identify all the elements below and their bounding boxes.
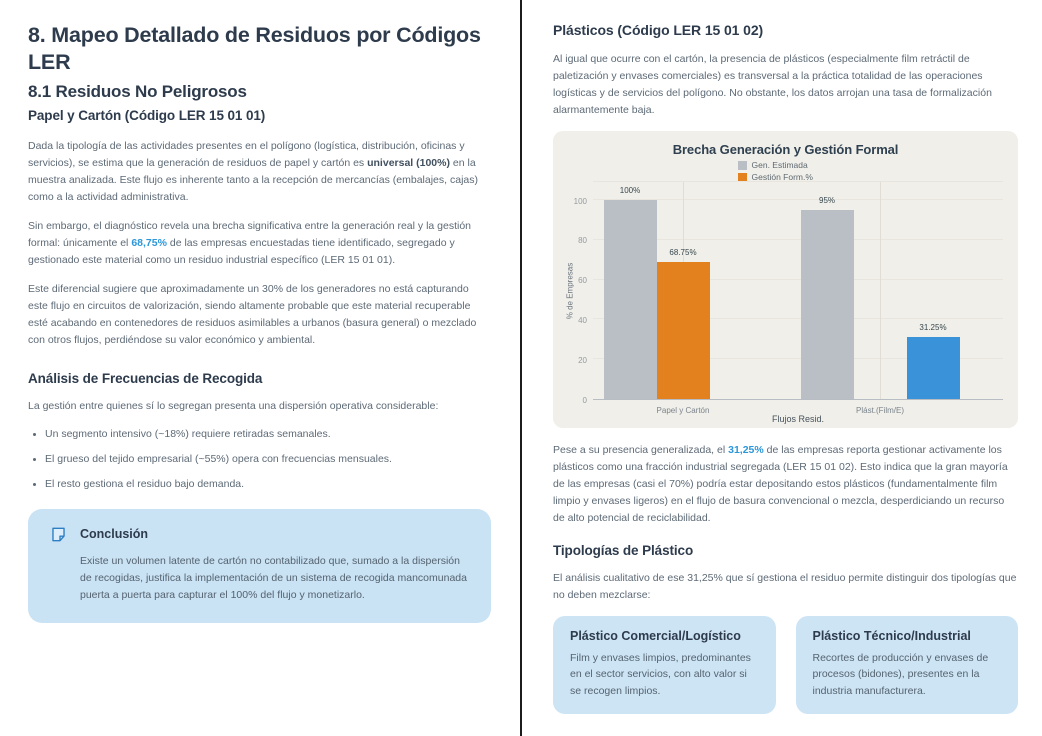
- bar-value-label: 95%: [818, 195, 836, 205]
- card-text: Recortes de producción y envases de procesos (bidones), presentes en la industria manufacturera.: [812, 652, 989, 697]
- chart-bar: [657, 262, 710, 399]
- list-item: • El grueso del tejido empresarial (~55%) opera con frecuencias mensuales.: [45, 452, 491, 468]
- paragraph-papel-1: [28, 138, 491, 206]
- y-tick-label: 80: [578, 236, 587, 246]
- chart-y-axis-title: % de Empresas: [565, 262, 575, 320]
- note-icon: [50, 526, 67, 543]
- list-item: • Un segmento intensivo (~18%) requiere retiradas semanales.: [45, 427, 491, 443]
- y-tick-label: 40: [578, 315, 587, 325]
- chart-plot: [593, 181, 1003, 415]
- chart-title: Brecha Generación y Gestión Formal: [672, 142, 899, 157]
- card-text: Film y envases limpios, predominantes en el sector servicios, con alto valor si se recogen limpios.: [570, 652, 751, 697]
- conclusion-header: [50, 526, 469, 543]
- legend-label: Gen. Estimada: [751, 160, 808, 170]
- column-divider: [520, 0, 522, 736]
- chart-bar: [801, 210, 854, 399]
- y-tick-label: 20: [578, 355, 587, 365]
- conclusion-title: Conclusión: [80, 527, 149, 542]
- subsection-heading-frecuencias: Análisis de Frecuencias de Recogida: [28, 371, 263, 387]
- conclusion-text: Existe un volumen latente de cartón no contabilizado que, sumado a la dispersión de recogidas, justifica la implementación de un sistema de recogida mancomunada puerta a puerta para capturar el 100% del flujo y monetizarlo.: [80, 554, 467, 601]
- paragraph-plasticos-1: Al igual que ocurre con el cartón, la presencia de plásticos (especialmente film retráctil de paletización y envases comerciales) es transversal a la práctica totalidad de las operaciones logísticas y de servicios del polígono. No obstante, los datos arrojan una tasa de formalización alarmantemente baja.: [553, 53, 992, 116]
- y-tick-label: 100: [573, 196, 587, 206]
- frequency-list: [28, 427, 491, 492]
- chart-brecha: [553, 131, 1018, 428]
- paragraph-tipologias-intro: El análisis cualitativo de ese 31,25% que sí gestiona el residuo permite distinguir dos tipologías que no deben mezclarse:: [553, 572, 1017, 601]
- list-item: • El resto gestiona el residuo bajo demanda.: [45, 477, 491, 493]
- bold-universal: universal (100%): [367, 157, 450, 170]
- paragraph-text: Pese a su presencia generalizada, el: [553, 444, 729, 456]
- stat-31-25: 31,25%: [728, 444, 764, 456]
- card-title: Plástico Técnico/Industrial: [812, 629, 971, 643]
- paragraph-text: Sin embargo, el diagnóstico revela una brecha significativa entre la generación real y la gestión formal: únicamente el: [28, 220, 472, 250]
- stat-68-75: 68,75%: [131, 237, 167, 250]
- chart-legend: [553, 160, 1018, 182]
- chart-bar: [907, 337, 960, 399]
- paragraph-frecuencias-intro: La gestión entre quienes sí lo segregan presenta una dispersión operativa considerable:: [28, 400, 439, 413]
- paragraph-text: en la muestra analizada. Este flujo es inherente tanto a la recepción de mercancías (embalajes, cajas) como a la actividad administrativa.: [28, 157, 478, 204]
- paragraph-papel-2: [28, 218, 491, 269]
- bar-value-label: 31.25%: [919, 322, 947, 332]
- subsection-heading-plasticos: Plásticos (Código LER 15 01 02): [553, 22, 764, 38]
- card-plastico-comercial: [553, 616, 776, 714]
- plastic-type-cards: [553, 616, 1018, 714]
- card-plastico-tecnico: [796, 616, 1019, 714]
- subsection-heading-papel-carton: Papel y Cartón (Código LER 15 01 01): [28, 108, 266, 124]
- chart-bar: [604, 200, 657, 399]
- paragraph-plasticos-2: [553, 442, 1018, 527]
- y-tick-label: 60: [578, 276, 587, 286]
- subsection-heading-tipologias: Tipologías de Plástico: [553, 543, 694, 558]
- bar-value-label: 100%: [619, 186, 641, 195]
- paragraph-text: de las empresas reporta gestionar activamente los plásticos como una fracción industrial segregada (LER 15 01 02). Esto indica que la gran mayoría de las empresas (casi el 70%) podría estar depositando estos plásticos (fundamentalmente film limpio y envases ligeros) en el flujo de basura convencional o mezcla, desperdiciando un recurso de alto potencial de reciclabilidad.: [553, 444, 1008, 524]
- right-column: [553, 22, 1018, 714]
- x-tick-label: Plást.(Film/E): [856, 406, 904, 415]
- conclusion-box: [28, 509, 491, 623]
- paragraph-papel-3: Este diferencial sugiere que aproximadamente un 30% de los generadores no está capturando este flujo en circuitos de valorización, siendo altamente probable que este material recuperable esté acabando en contenedores de residuos asimilables a urbanos (basura general) o mezclado con otros flujos, perdiéndose su valor económico y ambiental.: [28, 283, 477, 347]
- left-column: [28, 22, 491, 623]
- legend-swatch: [738, 161, 747, 170]
- legend-label: Gestión Form.%: [751, 172, 813, 182]
- chart-x-axis-title: Flujos Resid.: [771, 414, 825, 424]
- x-tick-label: Papel y Cartón: [656, 406, 710, 415]
- y-tick-label: 0: [582, 395, 587, 405]
- category-gridline: [880, 182, 881, 399]
- legend-item: [738, 160, 834, 170]
- card-title: Plástico Comercial/Logístico: [570, 629, 741, 643]
- page-title: 8. Mapeo Detallado de Residuos por Códigos LER: [28, 23, 481, 74]
- paragraph-text: de las empresas encuestadas tiene identificado, segregado y gestionado este material como un residuo industrial específico (LER 15 01 01).: [28, 237, 455, 267]
- bar-value-label: 68.75%: [669, 248, 697, 258]
- section-heading-no-peligrosos: 8.1 Residuos No Peligrosos: [28, 82, 247, 102]
- paragraph-text: Dada la tipología de las actividades presentes en el polígono (logística, distribución, oficinas y servicios), se estima que la generación de residuos de papel y cartón es: [28, 140, 465, 170]
